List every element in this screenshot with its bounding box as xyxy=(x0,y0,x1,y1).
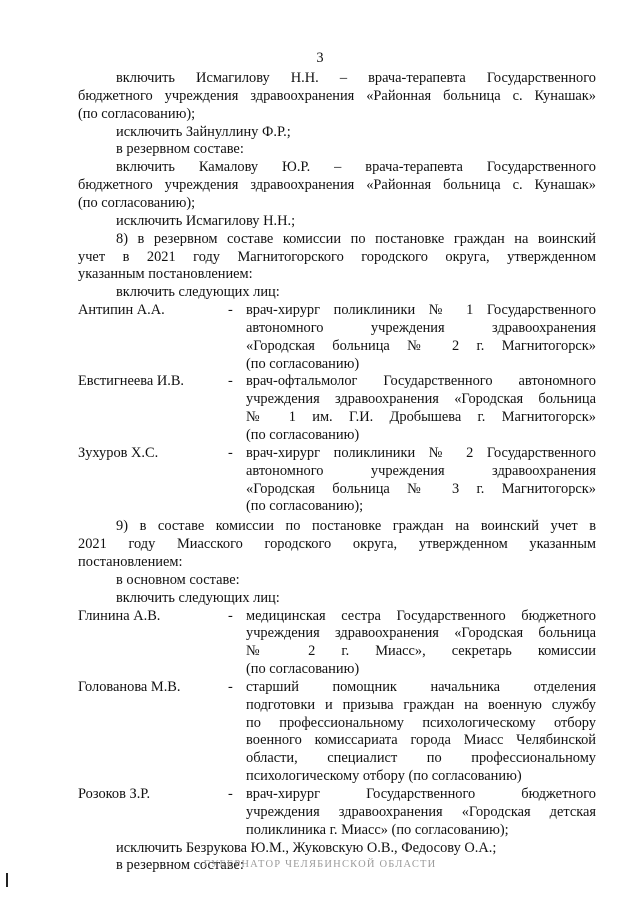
person-description-line: учреждения здравоохранения «Городская детская xyxy=(246,803,596,820)
dash-separator: - xyxy=(228,786,233,802)
text-line: 8) в резервном составе комиссии по постановке граждан на воинский xyxy=(116,230,596,247)
text-line: указанным постановлением: xyxy=(78,266,253,283)
dash-separator: - xyxy=(228,444,233,461)
person-description-line: учреждения здравоохранения «Городская больница xyxy=(246,391,596,408)
text-line: в основном составе: xyxy=(116,571,240,588)
person-description-line: врач-офтальмолог Государственного автономного xyxy=(246,373,596,390)
person-description-line: подготовки и призыва граждан на военную службу xyxy=(246,696,596,713)
text-line: 2021 году Миасского городского округа, утвержденном указанным xyxy=(78,536,596,553)
person-description-line: «Городская больница № 3 г. Магнитогорск» xyxy=(246,480,596,497)
text-line: включить Исмагилову Н.Н. – врача-терапевта Государственного xyxy=(116,70,596,86)
person-description-line: старший помощник начальника отделения xyxy=(246,678,596,695)
text-line: постановлением: xyxy=(78,553,183,570)
person-description-line: области, специалист по профессиональному xyxy=(246,750,596,767)
text-line: включить следующих лиц: xyxy=(116,589,280,606)
page-footer-watermark: ГУБЕРНАТОР ЧЕЛЯБИНСКОЙ ОБЛАСТИ xyxy=(203,859,437,870)
page-number: 3 xyxy=(316,50,324,66)
text-line: исключить Исмагилову Н.Н.; xyxy=(116,212,296,229)
person-description-line: «Городская больница № 2 г. Магнитогорск» xyxy=(246,337,596,354)
person-name: Розоков З.Р. xyxy=(78,786,151,802)
person-description-line: медицинская сестра Государственного бюджетного xyxy=(246,607,596,624)
text-line: (по согласованию); xyxy=(78,105,196,122)
text-line: в резервном составе: xyxy=(116,141,244,158)
dash-separator: - xyxy=(228,302,233,319)
person-description-line: автономного учреждения здравоохранения xyxy=(246,462,596,479)
text-line: исключить Зайнуллину Ф.Р.; xyxy=(116,123,291,140)
person-description-line: поликлиника г. Миасс» (по согласованию); xyxy=(246,821,509,838)
person-description-line: автономного учреждения здравоохранения xyxy=(246,319,596,336)
text-line: включить Камалову Ю.Р. – врача-терапевта Государственного xyxy=(116,159,596,176)
person-name: Глинина А.В. xyxy=(78,607,161,624)
person-name: Антипин А.А. xyxy=(78,302,165,319)
dash-separator: - xyxy=(228,373,233,390)
person-description-line: психологическому отбору (по согласованию) xyxy=(246,768,522,785)
person-description-line: (по согласованию); xyxy=(246,498,364,515)
person-description-line: (по согласованию) xyxy=(246,355,360,372)
person-name: Голованова М.В. xyxy=(78,678,181,695)
person-description-line: учреждения здравоохранения «Городская больница xyxy=(246,625,596,642)
person-description-line: № 1 им. Г.И. Дробышева г. Магнитогорск» xyxy=(246,409,596,426)
person-name: Евстигнеева И.В. xyxy=(78,373,185,390)
person-description-line: по профессиональному психологическому отбору xyxy=(246,714,596,731)
scan-edge-mark xyxy=(6,873,8,887)
text-line: в резервном составе: xyxy=(116,857,244,874)
person-description-line: врач-хирург Государственного бюджетного xyxy=(246,786,596,802)
person-name: Зухуров Х.С. xyxy=(78,444,159,461)
person-description-line: № 2 г. Миасс», секретарь комиссии xyxy=(246,643,596,660)
person-description-line: врач-хирург поликлиники № 2 Государственного xyxy=(246,444,596,461)
text-line: бюджетного учреждения здравоохранения «Районная больница с. Кунашак» xyxy=(78,177,596,194)
dash-separator: - xyxy=(228,678,233,695)
text-line: 9) в составе комиссии по постановке граждан на воинский учет в xyxy=(116,518,596,535)
person-description-line: врач-хирург поликлиники № 1 Государственного xyxy=(246,302,596,319)
person-description-line: военного комиссариата города Миасс Челябинской xyxy=(246,732,596,749)
text-line: (по согласованию); xyxy=(78,194,196,211)
text-line: исключить Безрукова Ю.М., Жуковскую О.В., Федосову О.А.; xyxy=(116,839,497,856)
text-line: бюджетного учреждения здравоохранения «Районная больница с. Кунашак» xyxy=(78,87,596,104)
text-line: учет в 2021 году Магнитогорского городского округа, утвержденном xyxy=(78,248,596,265)
text-line: включить следующих лиц: xyxy=(116,284,280,301)
person-description-line: (по согласованию) xyxy=(246,661,360,678)
dash-separator: - xyxy=(228,607,233,624)
person-description-line: (по согласованию) xyxy=(246,427,360,443)
